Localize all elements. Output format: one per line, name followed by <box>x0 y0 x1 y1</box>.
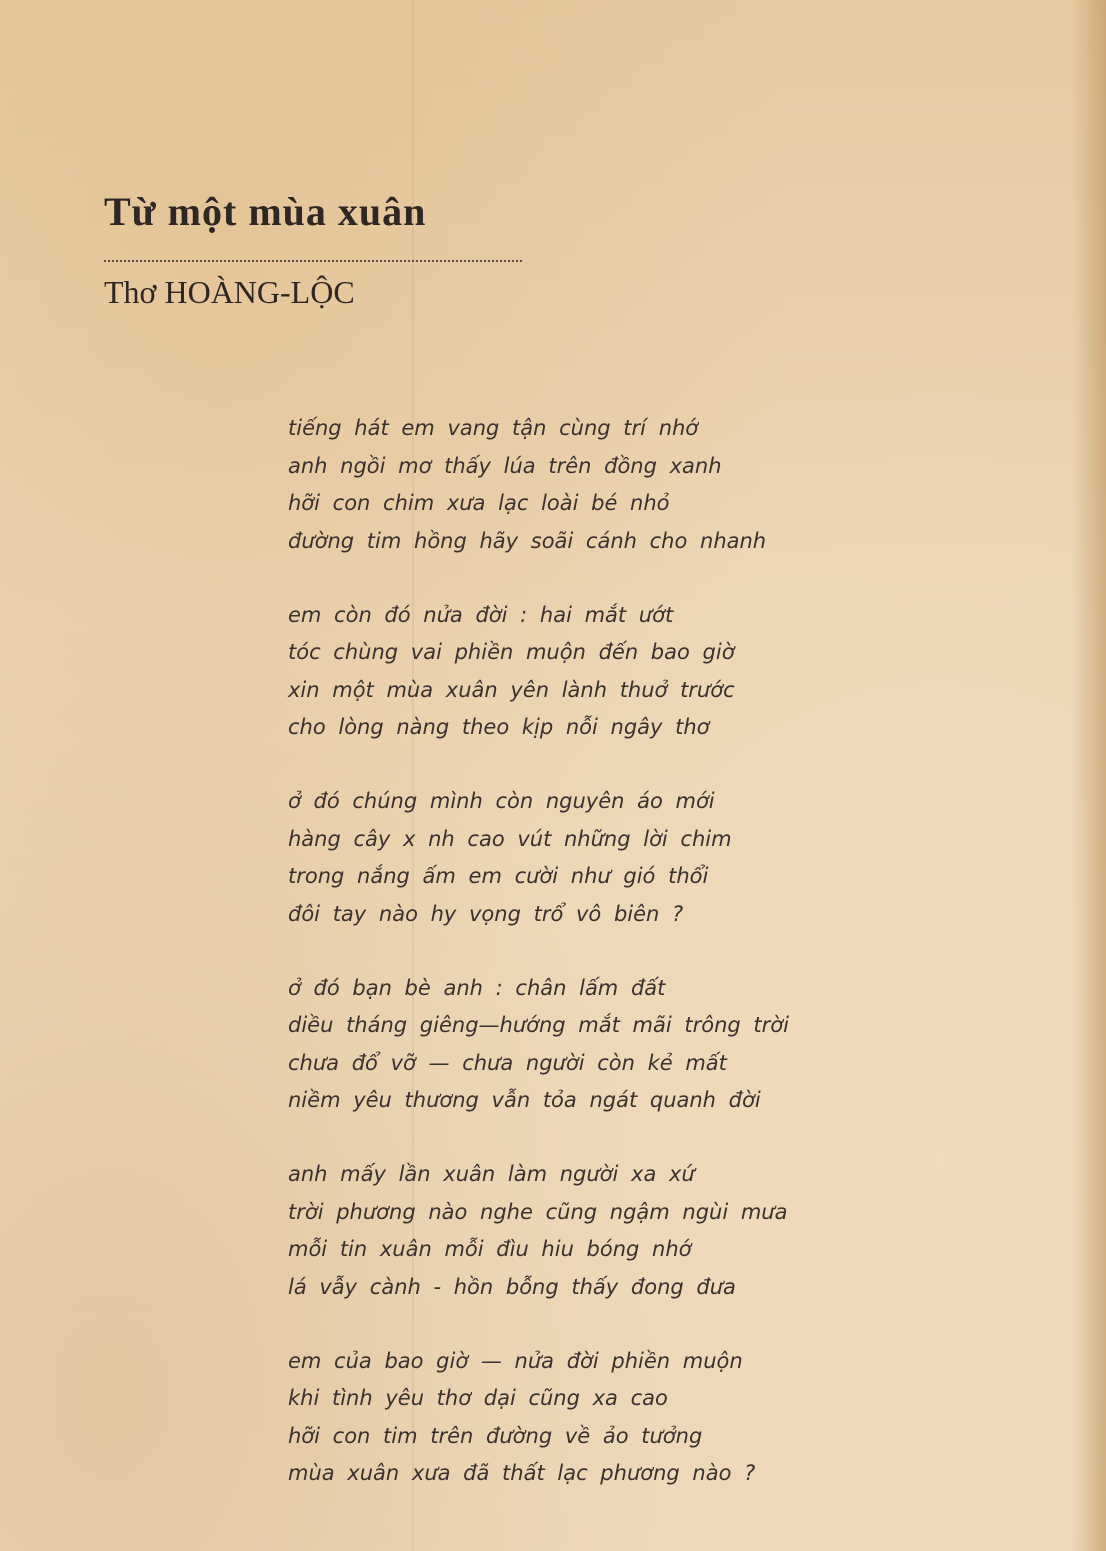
poem-line: trời phương nào nghe cũng ngậm ngùi mưa <box>288 1199 788 1224</box>
title-divider <box>104 260 522 262</box>
poem-line: niềm yêu thương vẫn tỏa ngát quanh đời <box>288 1088 761 1112</box>
poem-line: anh ngồi mơ thấy lúa trên đồng xanh <box>288 453 722 478</box>
poem-line: em của bao giờ — nửa đời phiền muộn <box>288 1348 743 1373</box>
stanza-5 <box>288 1156 868 1306</box>
poem-body <box>288 410 868 1529</box>
poem-line: hỡi con chim xưa lạc loài bé nhỏ <box>288 491 670 515</box>
poem-line: hàng cây x nh cao vút những lời chim <box>288 826 732 851</box>
poem-byline: Thơ HOÀNG-LỘC <box>104 274 355 310</box>
page-edge-shadow <box>1072 0 1106 1551</box>
poem-line: mỗi tin xuân mỗi đìu hiu bóng nhớ <box>288 1237 692 1261</box>
poem-line: cho lòng nàng theo kịp nỗi ngây thơ <box>288 715 710 739</box>
poem-line: anh mấy lần xuân làm người xa xứ <box>288 1162 695 1186</box>
stanza-3 <box>288 783 868 933</box>
stanza-6 <box>288 1343 868 1493</box>
stanza-2 <box>288 597 868 747</box>
poem-line: ở đó bạn bè anh : chân lấm đất <box>288 975 666 1000</box>
poem-line: đôi tay nào hy vọng trổ vô biên ? <box>288 901 684 926</box>
poem-line: trong nắng ấm em cười như gió thổi <box>288 864 709 888</box>
poem-line: ở đó chúng mình còn nguyên áo mới <box>288 789 715 813</box>
poem-title: Từ một mùa xuân <box>104 189 427 234</box>
poem-line: mùa xuân xưa đã thất lạc phương nào ? <box>288 1461 756 1485</box>
stanza-1 <box>288 410 868 560</box>
poem-line: tiếng hát em vang tận cùng trí nhớ <box>288 416 699 440</box>
stanza-4 <box>288 970 868 1120</box>
poem-line: tóc chùng vai phiền muộn đến bao giờ <box>288 640 735 664</box>
poem-line: chưa đổ vỡ — chưa người còn kẻ mất <box>288 1050 727 1075</box>
poem-line: lá vẫy cành - hồn bỗng thấy đong đưa <box>288 1274 736 1299</box>
poem-line: khi tình yêu thơ dại cũng xa cao <box>288 1386 668 1410</box>
poem-line: diều tháng giêng—hướng mắt mãi trông trời <box>288 1013 789 1037</box>
poem-line: đường tim hồng hãy soãi cánh cho nhanh <box>288 528 767 553</box>
poem-line: xin một mùa xuân yên lành thuở trước <box>288 677 735 702</box>
poem-line: hỡi con tim trên đường về ảo tưởng <box>288 1423 703 1448</box>
poem-line: em còn đó nửa đời : hai mắt ướt <box>288 602 674 627</box>
